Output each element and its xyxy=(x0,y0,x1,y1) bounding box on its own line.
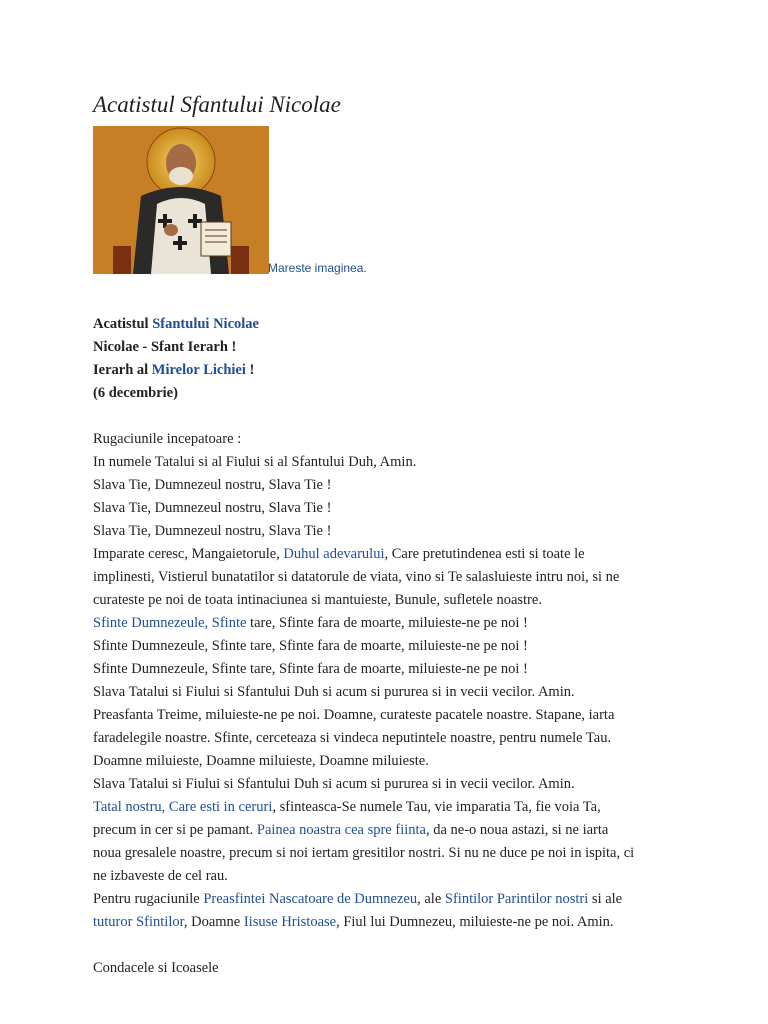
link-mirelor-lichiei[interactable]: Mirelor Lichiei xyxy=(151,362,246,378)
header-text: ! xyxy=(245,362,255,378)
enlarge-image-link[interactable]: Mareste imaginea. xyxy=(268,261,367,275)
prayer-text: , Care pretutindenea esti si toate le xyxy=(384,546,585,562)
figure-row xyxy=(93,126,693,278)
link-painea-noastra[interactable]: Painea noastra cea spre fiinta xyxy=(256,822,426,838)
prayer-text: Pentru rugaciunile xyxy=(93,891,204,907)
link-preasfintei-nascatoare[interactable]: Preasfintei Nascatoare de Dumnezeu xyxy=(203,891,418,907)
header-line-2: Nicolae - Sfant Ierarh ! xyxy=(93,339,237,355)
prayer-line: ne izbaveste de cel rau. xyxy=(93,868,228,884)
link-tuturor-sfintilor[interactable]: tuturor Sfintilor xyxy=(93,914,184,930)
prayer-line xyxy=(93,543,693,566)
prayer-line: In numele Tatalui si al Fiului si al Sfantului Duh, Amin. xyxy=(93,454,417,470)
prayer-text: , Doamne xyxy=(183,914,244,930)
prayer-line: Slava Tatalui si Fiului si Sfantului Duh si acum si pururea si in vecii vecilor. Amin. xyxy=(93,776,575,792)
section-heading: Condacele si Icoasele xyxy=(93,960,219,976)
prayer-line: Slava Tatalui si Fiului si Sfantului Duh si acum si pururea si in vecii vecilor. Amin. xyxy=(93,684,575,700)
spacer xyxy=(93,934,693,957)
saint-nicholas-icon-image[interactable] xyxy=(93,126,269,274)
prayer-line: curateste pe noi de toata intinaciunea si mantuieste, Bunule, sufletele noastre. xyxy=(93,592,542,608)
prayer-line xyxy=(93,911,693,934)
link-iisuse-hristoase[interactable]: Iisuse Hristoase xyxy=(243,914,337,930)
prayer-line: Doamne miluieste, Doamne miluieste, Doamne miluieste. xyxy=(93,753,429,769)
header-text: Acatistul xyxy=(93,316,153,332)
link-tatal-nostru[interactable]: Tatal nostru, Care esti in ceruri xyxy=(93,799,273,815)
prayers-block xyxy=(93,428,693,980)
header-line-3 xyxy=(93,359,693,382)
header-block xyxy=(93,313,693,405)
prayer-text: , da ne-o noua astazi, si ne iarta xyxy=(425,822,609,838)
prayer-line: Preasfanta Treime, miluieste-ne pe noi. Doamne, curateste pacatele noastre. Stapane, iarta xyxy=(93,707,615,723)
prayer-line: faradelegile noastre. Sfinte, cerceteaza si vindeca neputintele noastre, pentru numele Tau. xyxy=(93,730,612,746)
prayer-text: , ale xyxy=(417,891,445,907)
prayer-line: noua gresalele noastre, precum si noi iertam gresitilor nostri. Si nu ne duce pe noi in ispita, ci xyxy=(93,845,635,861)
link-sfintilor-parintilor[interactable]: Sfintilor Parintilor nostri xyxy=(444,891,589,907)
prayer-line: Sfinte Dumnezeule, Sfinte tare, Sfinte fara de moarte, miluieste-ne pe noi ! xyxy=(93,638,528,654)
prayer-text: Imparate ceresc, Mangaietorule, xyxy=(93,546,284,562)
prayer-line xyxy=(93,819,693,842)
header-text: Ierarh al xyxy=(93,362,152,378)
prayer-line: Slava Tie, Dumnezeul nostru, Slava Tie ! xyxy=(93,477,332,493)
page-content xyxy=(93,88,693,980)
prayer-line: implinesti, Vistierul bunatatilor si datatorule de viata, vino si Te salasluieste intru noi, si ne xyxy=(93,569,620,585)
prayer-line: Slava Tie, Dumnezeul nostru, Slava Tie ! xyxy=(93,523,332,539)
prayer-text: precum in cer si pe pamant. xyxy=(93,822,257,838)
prayer-line xyxy=(93,612,693,635)
link-sfantului-nicolae[interactable]: Sfantului Nicolae xyxy=(152,316,259,332)
link-duhul-adevarului[interactable]: Duhul adevarului xyxy=(283,546,385,562)
prayer-text: , Fiul lui Dumnezeu, miluieste-ne pe noi. Amin. xyxy=(336,914,614,930)
prayer-line xyxy=(93,796,693,819)
header-line-1 xyxy=(93,313,693,336)
prayer-text: , sfinteasca-Se numele Tau, vie imparatia Ta, fie voia Ta, xyxy=(272,799,601,815)
prayers-intro: Rugaciunile incepatoare : xyxy=(93,431,242,447)
prayer-text: si ale xyxy=(588,891,623,907)
header-date: (6 decembrie) xyxy=(93,385,178,401)
prayer-line: Sfinte Dumnezeule, Sfinte tare, Sfinte fara de moarte, miluieste-ne pe noi ! xyxy=(93,661,528,677)
prayer-text: tare, Sfinte fara de moarte, miluieste-ne pe noi ! xyxy=(246,615,528,631)
prayer-line xyxy=(93,888,693,911)
prayer-line: Slava Tie, Dumnezeul nostru, Slava Tie ! xyxy=(93,500,332,516)
link-sfinte-dumnezeule[interactable]: Sfinte Dumnezeule, Sfinte xyxy=(93,615,247,631)
page-title: Acatistul Sfantului Nicolae xyxy=(93,92,341,117)
